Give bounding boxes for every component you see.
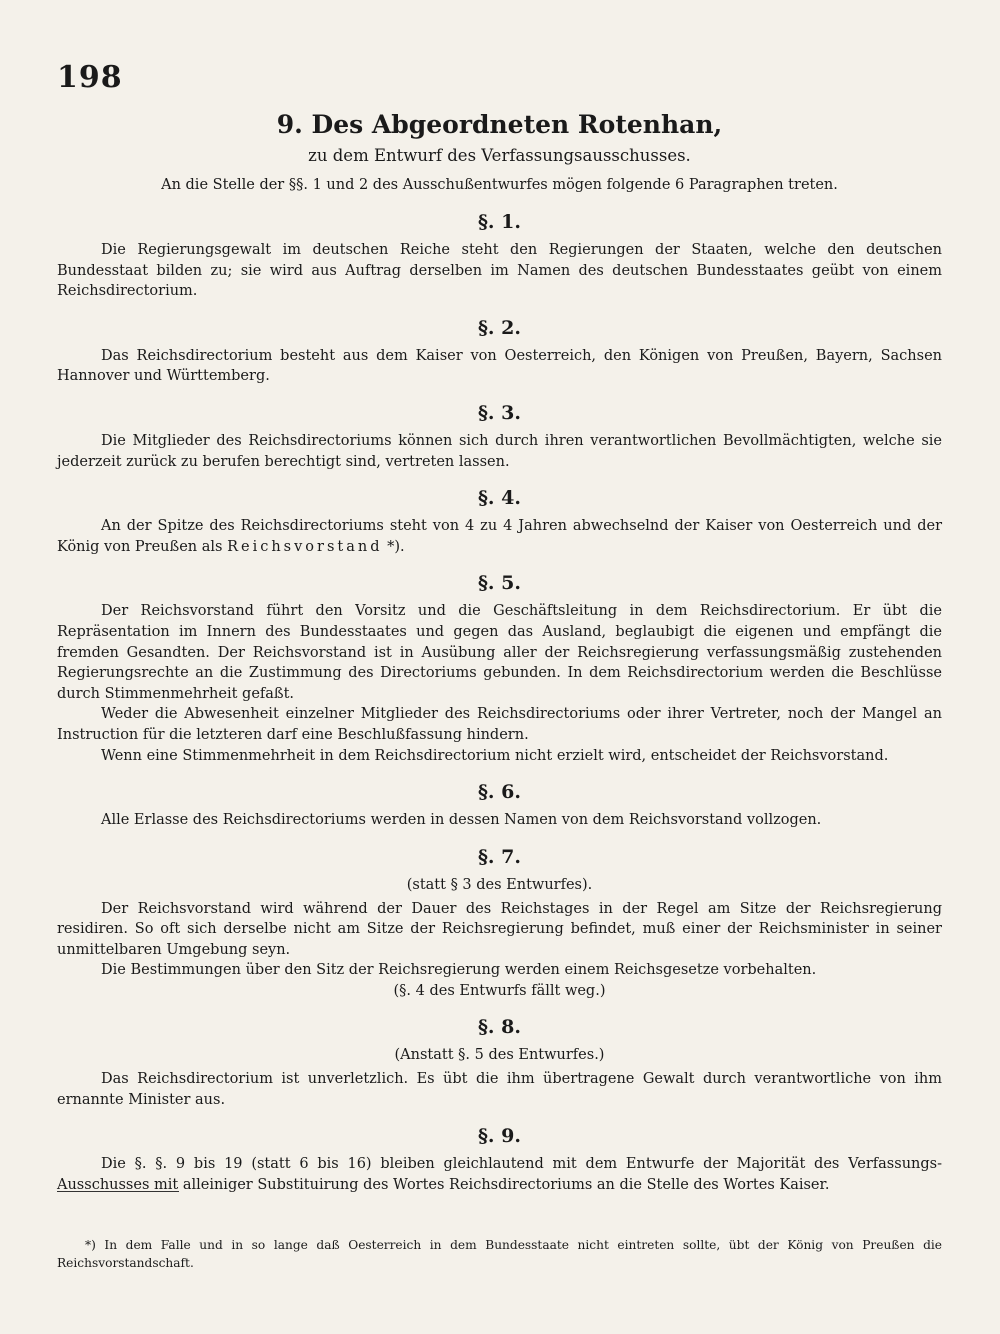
- section-heading-8: §. 8.: [477, 1016, 521, 1039]
- reichsvorstand-spaced: Reichsvorstand: [227, 538, 383, 555]
- section-7-note: (statt § 3 des Entwurfes).: [406, 876, 593, 893]
- footnote-divider: [57, 1191, 179, 1192]
- section-5-paragraph-1: Der Reichsvorstand führt den Vorsitz und die Geschäftsleitung in dem Reichsdirectorium. Er übt die Repräsentation im Innern des Bundesstaates und gegen das Ausland, beglaubigt die eigenen und empfängt die fremden Gesandten. Der Reichsvorstand ist in Ausübung aller der Reichsregierung verfassungsmäßig zustehenden Regierungsrechte an die Zustimmung des Directoriums gebunden. In dem Reichsdirectorium werden die Beschlüsse durch Stimmenmehrheit gefaßt.: [57, 603, 942, 702]
- section-heading-5: §. 5.: [477, 572, 521, 595]
- section-2-paragraph: Das Reichsdirectorium besteht aus dem Kaiser von Oesterreich, den Königen von Preußen, Bayern, Sachsen Hannover und Württemberg.: [57, 347, 942, 385]
- section-7-paragraph-1: Der Reichsvorstand wird während der Dauer des Reichstages in der Regel am Sitze der Reichsregierung residiren. So oft sich derselbe nicht am Sitze der Reichsregierung befindet, muß einer der Reichsminister in seiner unmittelbaren Umgebung seyn.: [57, 900, 942, 958]
- section-8-note: (Anstatt §. 5 des Entwurfes.): [394, 1047, 605, 1064]
- section-heading-6: §. 6.: [477, 781, 521, 804]
- page-number: 198: [57, 60, 123, 95]
- section-8-paragraph: Das Reichsdirectorium ist unverletzlich. Es übt die ihm übertragene Gewalt durch verantwortliche von ihm ernannte Minister aus.: [57, 1071, 942, 1108]
- section-6-paragraph: Alle Erlasse des Reichsdirectoriums werden in dessen Namen von dem Reichsvorstand vollzogen.: [101, 812, 822, 829]
- section-heading-7: §. 7.: [477, 845, 521, 868]
- section-4-paragraph: [57, 516, 942, 557]
- document-body: [57, 108, 942, 1195]
- section-9-paragraph: Die §. §. 9 bis 19 (statt 6 bis 16) bleiben gleichlautend mit dem Entwurfe der Majorität des Verfassungs-Ausschusses mit alleiniger Substituirung des Wortes Reichsdirectoriums an die Stelle des Wortes Kaiser.: [57, 1156, 942, 1193]
- section-heading-4: §. 4.: [477, 487, 521, 510]
- section-heading-9: §. 9.: [477, 1125, 521, 1148]
- section-heading-2: §. 2.: [477, 316, 521, 339]
- section-heading-1: §. 1.: [477, 211, 521, 233]
- footnote-marker: *).: [382, 538, 405, 555]
- section-7-paragraph-2: Die Bestimmungen über den Sitz der Reichsregierung werden einem Reichsgesetze vorbehalten.: [101, 962, 817, 979]
- footnote: *) In dem Falle und in so lange daß Oesterreich in dem Bundesstaate nicht eintreten sollte, übt der König von Preußen die Reichsvorstandschaft.: [57, 1238, 942, 1271]
- section-5-paragraph-2: Weder die Abwesenheit einzelner Mitglieder des Reichsdirectoriums oder ihrer Vertreter, noch der Mangel an Instruction für die letzteren darf eine Beschlußfassung hindern.: [57, 706, 942, 743]
- document-subtitle: zu dem Entwurf des Verfassungsausschusses.: [308, 146, 691, 165]
- section-3-paragraph: Die Mitglieder des Reichsdirectoriums können sich durch ihren verantwortlichen Bevollmächtigten, welche sie jederzeit zurück zu berufen berechtigt sind, vertreten lassen.: [57, 432, 942, 470]
- document-title: 9. Des Abgeordneten Rotenhan,: [276, 110, 723, 139]
- section-1-paragraph: Die Regierungsgewalt im deutschen Reiche steht den Regierungen der Staaten, welche den deutschen Bundesstaat bilden zu; sie wird aus Auftrag derselben im Namen des deutschen Bundesstaates geübt von einem Reichsdirectorium.: [57, 242, 942, 300]
- section-7-note-2: (§. 4 des Entwurfs fällt weg.): [393, 983, 606, 1000]
- section-5-paragraph-3: Wenn eine Stimmenmehrheit in dem Reichsdirectorium nicht erzielt wird, entscheidet der Reichsvorstand.: [101, 747, 889, 764]
- section-4-text-a: An der Spitze des Reichsdirectoriums steht von 4 zu 4 Jahren abwechselnd der Kaiser von Oesterreich und der König von Preußen als: [57, 518, 942, 555]
- intro-line: An die Stelle der §§. 1 und 2 des Ausschußentwurfes mögen folgende 6 Paragraphen treten.: [161, 177, 838, 193]
- section-heading-3: §. 3.: [477, 401, 521, 424]
